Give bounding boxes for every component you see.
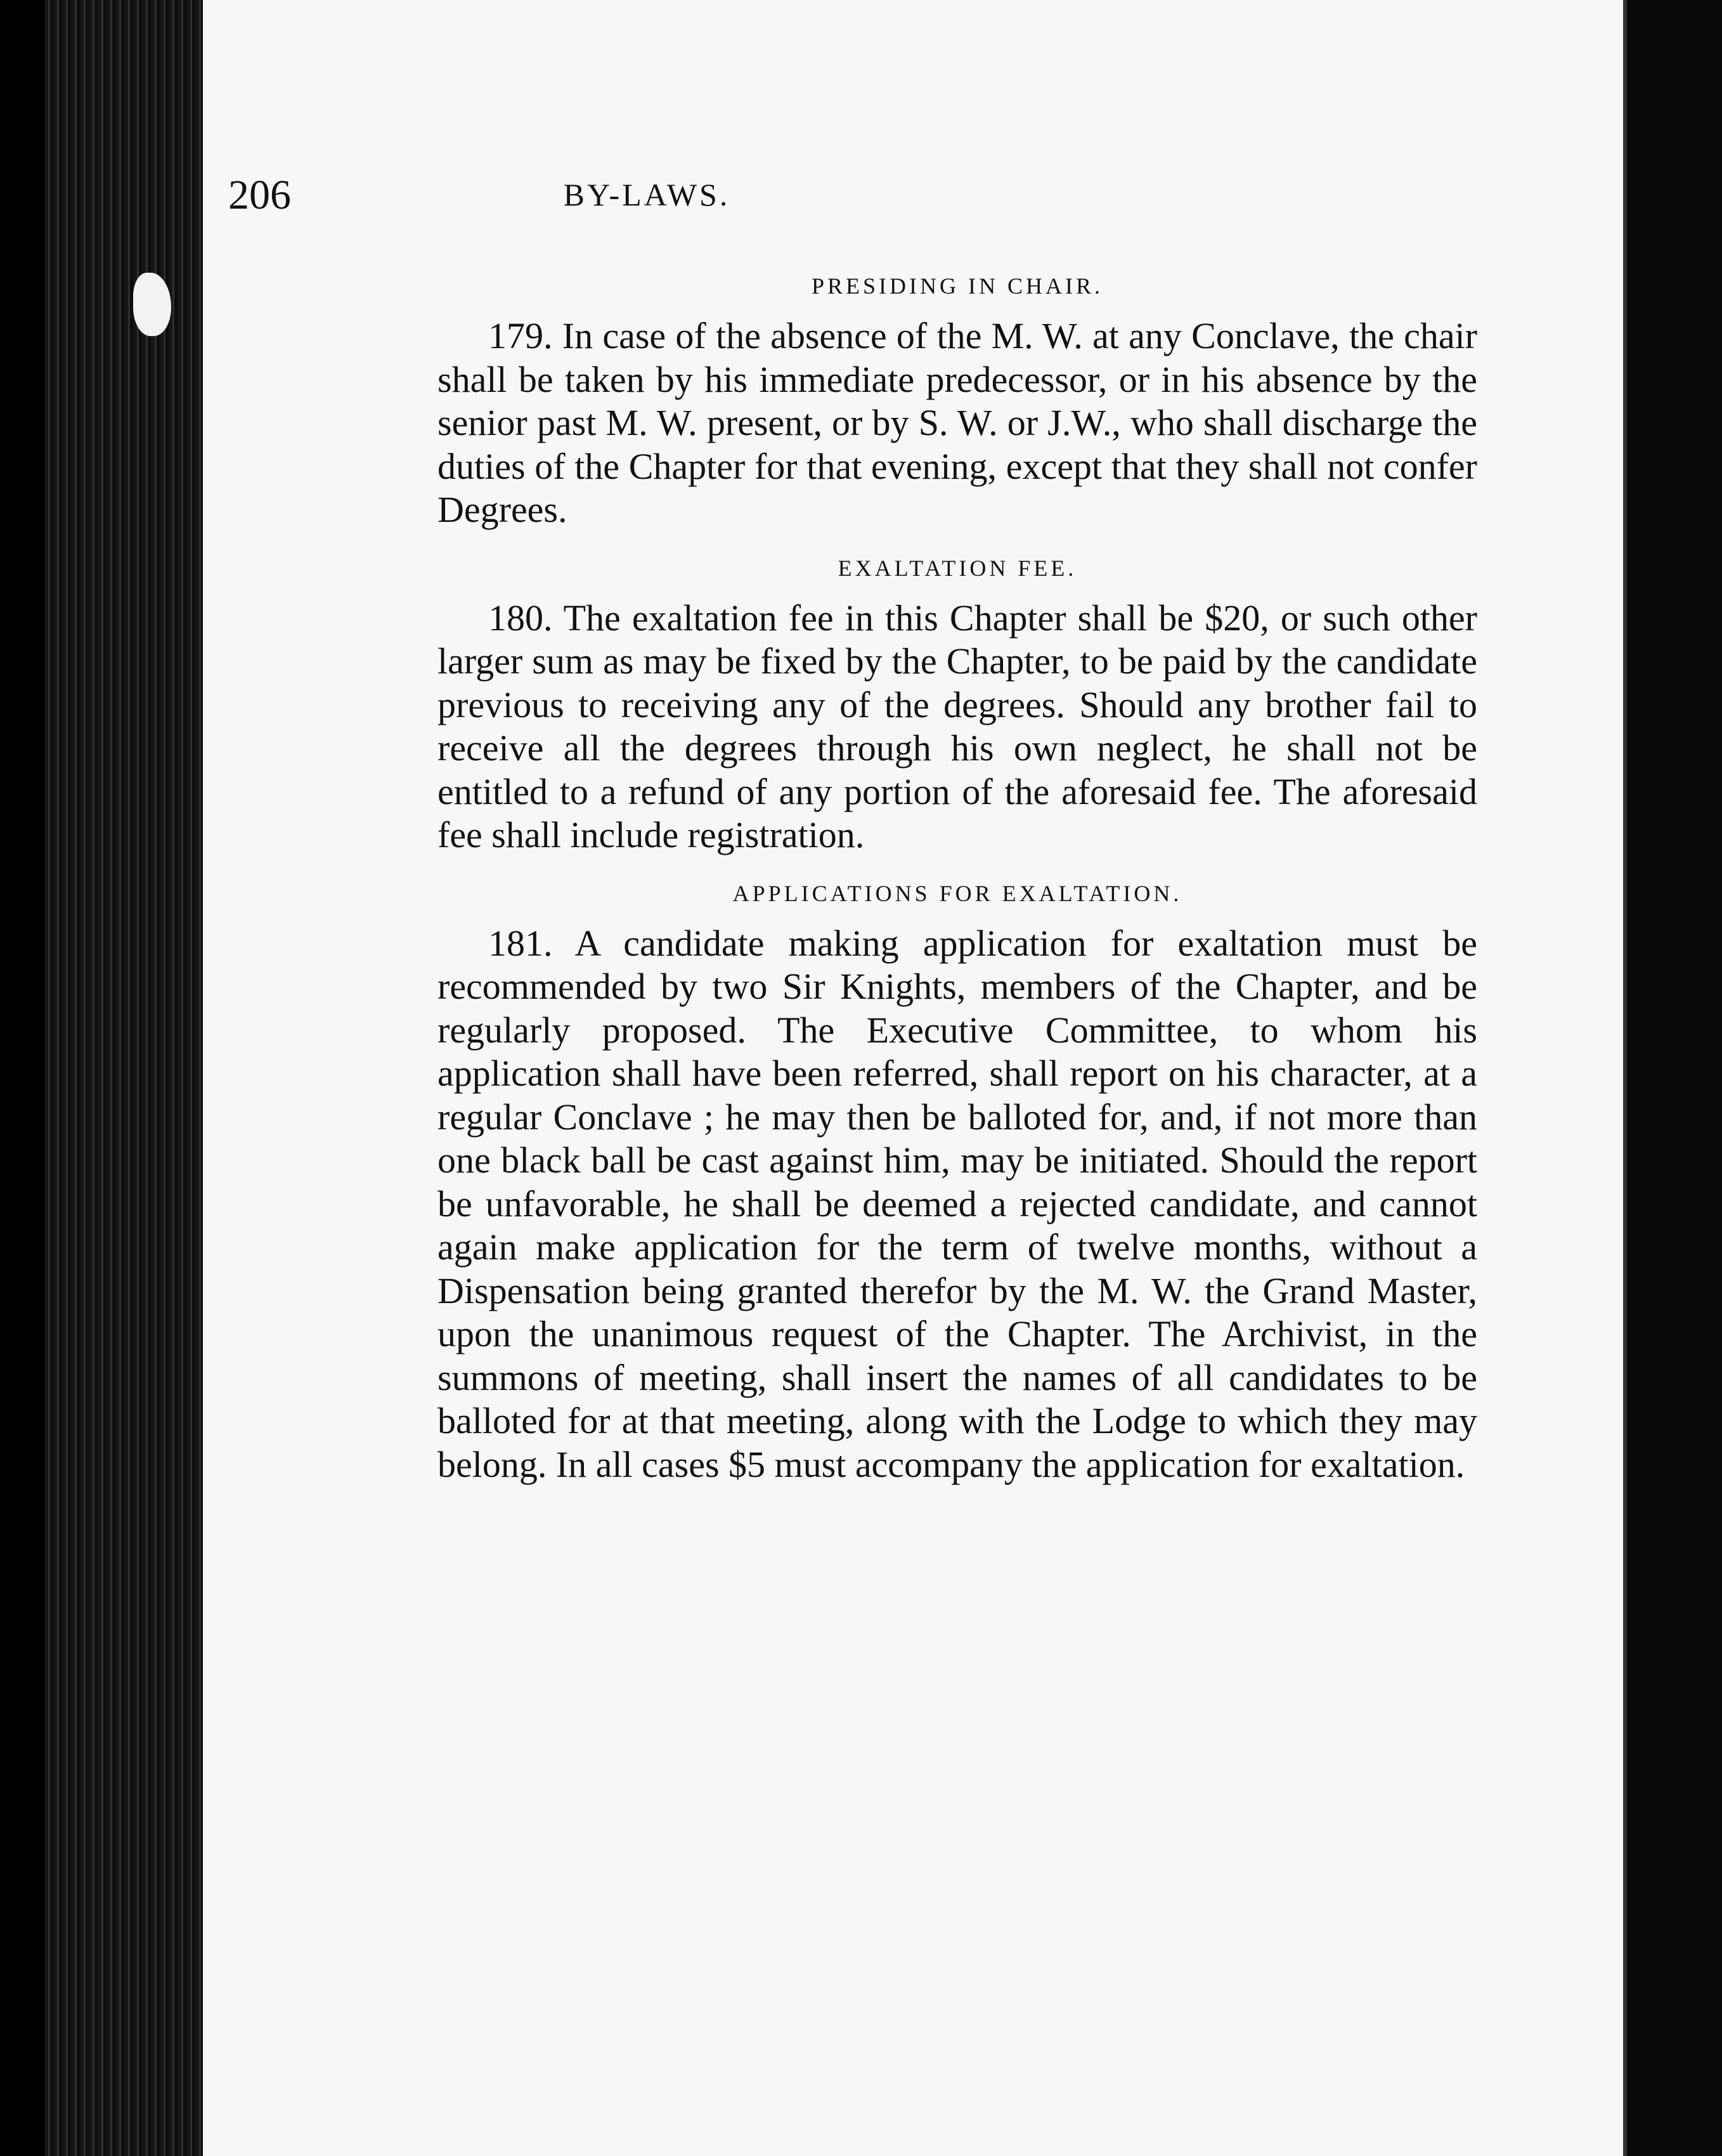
section-heading: EXALTATION FEE.	[838, 555, 1077, 581]
section-paragraph: 179. In case of the absence of the M. W. at any Conclave, the chair shall be taken by his immediate predecessor, or in his absence by the senior past M. W. present, or by S. W. or J.W., who shall discharge the duties of the Chapter for that evening, except that they shall not confer Degrees.	[437, 315, 1477, 530]
facing-page-edge	[1627, 0, 1722, 2156]
section-applications-for-exaltation	[437, 880, 1477, 1487]
section-heading: APPLICATIONS FOR EXALTATION.	[732, 880, 1182, 906]
page-number: 206	[228, 172, 291, 218]
section-exaltation-fee	[437, 555, 1477, 857]
page-content	[437, 273, 1477, 1509]
page-edges	[44, 0, 203, 2156]
running-head: BY-LAWS.	[563, 177, 730, 212]
section-paragraph: 181. A candidate making application for exaltation must be recommended by two Sir Knights, members of the Chapter, and be regularly proposed. The Executive Committee, to whom his application shall have been referred, shall report on his character, at a regular Conclave ; he may then be balloted for, and, if not more than one black ball be cast against him, may be initiated. Should the report be unfavorable, he shall be deemed a rejected candidate, and cannot again make application for the term of twelve months, without a Dispensation being granted therefor by the M. W. the Grand Master, upon the unanimous request of the Chapter. The Archivist, in the summons of meeting, shall insert the names of all candidates to be balloted for at that meeting, along with the Lodge to which they may belong. In all cases $5 must accompany the application for exaltation.	[437, 922, 1477, 1485]
section-presiding-in-chair	[437, 273, 1477, 532]
section-paragraph: 180. The exaltation fee in this Chapter shall be $20, or such other larger sum as may be fixed by the Chapter, to be paid by the candidate previous to receiving any of the degrees. Should any brother fail to receive all the degrees through his own neglect, he shall not be entitled to a refund of any portion of the aforesaid fee. The aforesaid fee shall include registration.	[437, 597, 1477, 855]
section-heading: PRESIDING IN CHAIR.	[811, 273, 1103, 299]
page-header	[228, 171, 1065, 228]
